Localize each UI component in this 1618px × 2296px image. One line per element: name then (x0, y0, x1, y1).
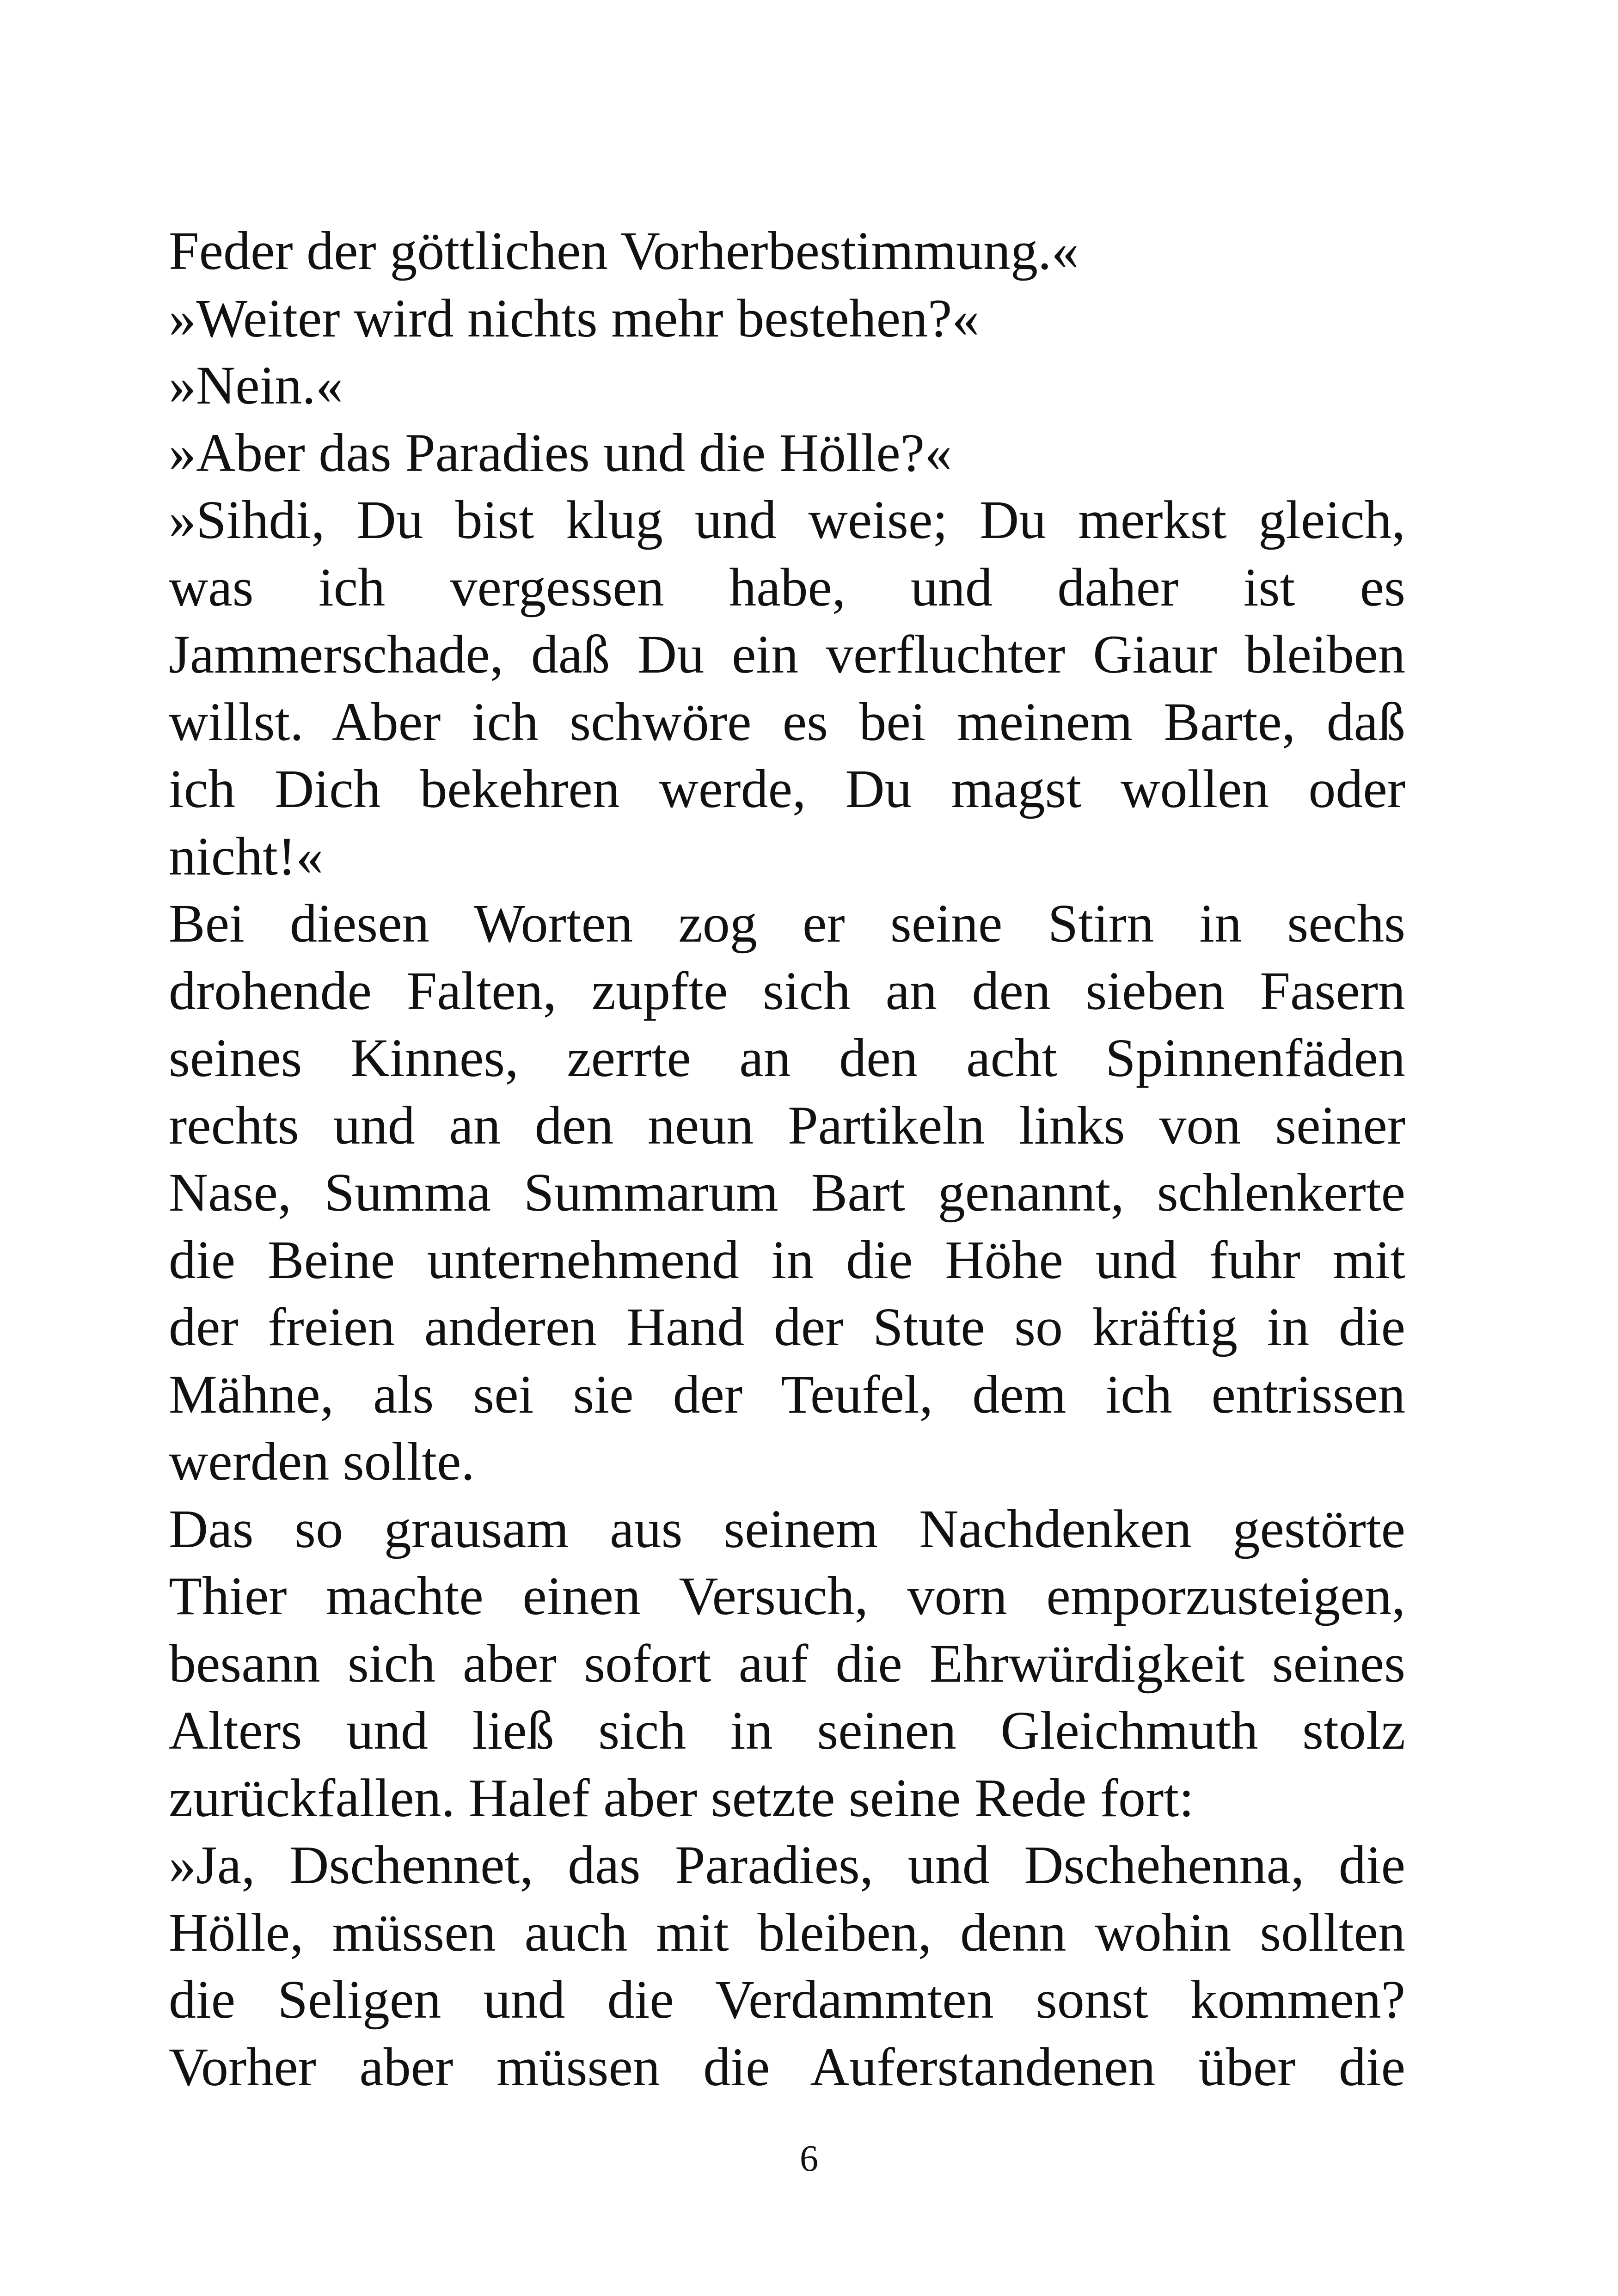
text-line: die Beine unternehmend in die Höhe und fuhr mit (169, 1229, 1405, 1290)
text-line: »Sihdi, Du bist klug und weise; Du merkst gleich, (169, 490, 1405, 550)
text-line: Nase, Summa Summarum Bart genannt, schlenkerte (169, 1162, 1405, 1223)
text-line: Alters und ließ sich in seinen Gleichmuth stolz (169, 1700, 1405, 1761)
text-line: besann sich aber sofort auf die Ehrwürdigkeit seines (169, 1633, 1405, 1694)
text-line: Feder der göttlichen Vorherbestimmung.« (169, 220, 1079, 281)
text-line: der freien anderen Hand der Stute so kräftig in die (169, 1297, 1405, 1357)
text-line: die Seligen und die Verdammten sonst kommen? (169, 1969, 1405, 2030)
text-line: was ich vergessen habe, und daher ist es (169, 557, 1405, 618)
text-line: seines Kinnes, zerrte an den acht Spinnenfäden (169, 1028, 1405, 1088)
text-line: Das so grausam aus seinem Nachdenken gestörte (169, 1498, 1405, 1559)
text-line: nicht!« (169, 826, 324, 887)
text-line: ich Dich bekehren werde, Du magst wollen oder (169, 759, 1405, 819)
text-line: drohende Falten, zupfte sich an den sieben Fasern (169, 960, 1405, 1021)
text-line: Bei diesen Worten zog er seine Stirn in sechs (169, 893, 1405, 954)
text-line: zurückfallen. Halef aber setzte seine Rede fort: (169, 1767, 1194, 1828)
text-line: rechts und an den neun Partikeln links von seiner (169, 1095, 1405, 1156)
text-line: Mähne, als sei sie der Teufel, dem ich entrissen (169, 1364, 1405, 1425)
text-line: willst. Aber ich schwöre es bei meinem Barte, daß (169, 691, 1405, 752)
text-line: »Aber das Paradies und die Hölle?« (169, 422, 952, 483)
text-line: Jammerschade, daß Du ein verfluchter Giaur bleiben (169, 624, 1405, 685)
text-line: werden sollte. (169, 1431, 475, 1492)
text-line: Thier machte einen Versuch, vorn emporzusteigen, (169, 1566, 1405, 1626)
text-line: Hölle, müssen auch mit bleiben, denn wohin sollten (169, 1902, 1405, 1963)
text-line: »Nein.« (169, 355, 343, 416)
text-line: »Ja, Dschennet, das Paradies, und Dschehenna, die (169, 1835, 1405, 1895)
page-number: 6 (800, 2138, 818, 2179)
body-text (169, 217, 1405, 2100)
text-line: Vorher aber müssen die Auferstandenen über die (169, 2036, 1405, 2097)
text-line: »Weiter wird nichts mehr bestehen?« (169, 288, 980, 349)
